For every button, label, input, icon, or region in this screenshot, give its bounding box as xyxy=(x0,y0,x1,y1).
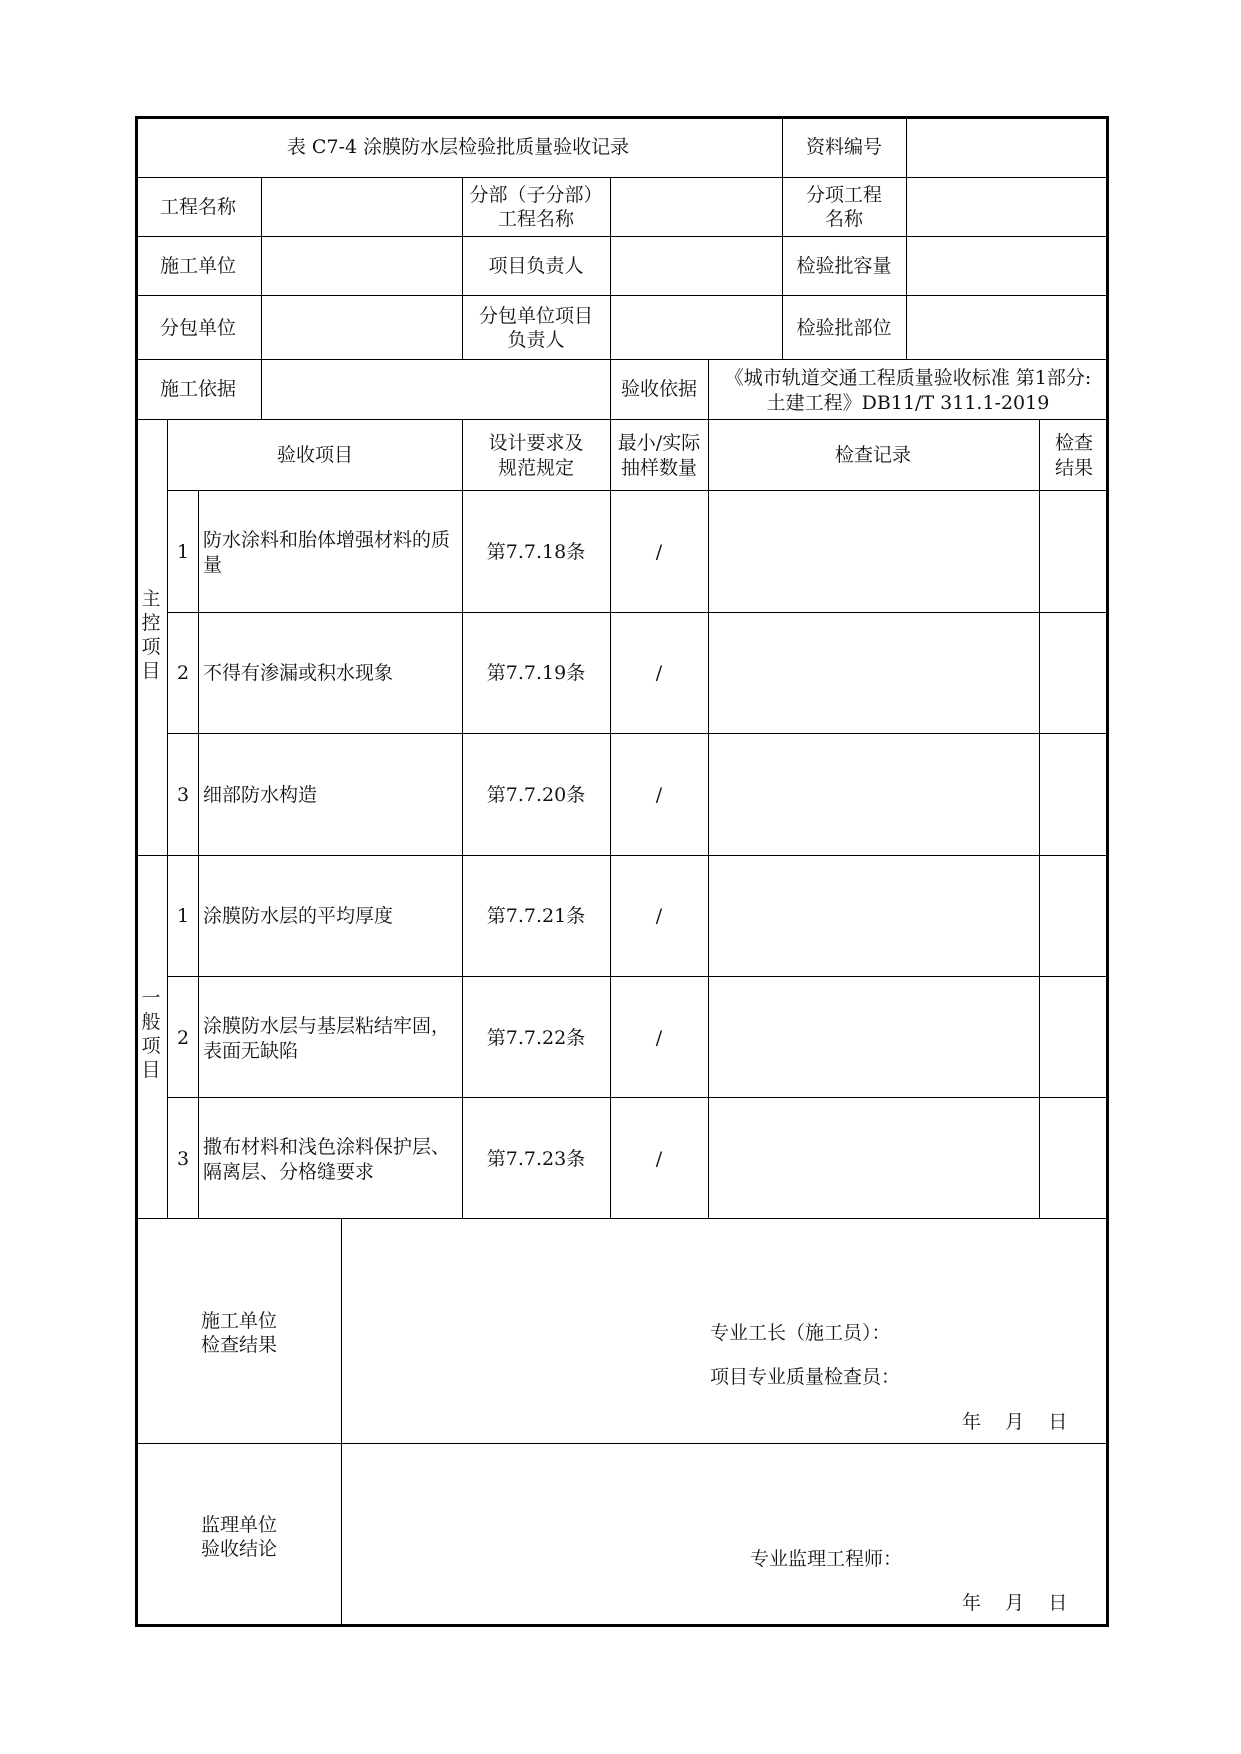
row-line xyxy=(167,1097,1109,1098)
col-header-design-2: 规范规定 xyxy=(497,457,575,479)
row-line xyxy=(167,612,1109,613)
item-description: 隔离层、分格缝要求 xyxy=(203,1161,375,1183)
project-name-field[interactable] xyxy=(263,179,460,235)
item-number: 3 xyxy=(176,784,190,806)
foreman-signature-label: 专业工长（施工员）： xyxy=(710,1322,891,1344)
col-header-item: 验收项目 xyxy=(276,444,354,466)
item-clause: 第7.7.23条 xyxy=(486,1148,586,1170)
item-record-field[interactable] xyxy=(710,735,1037,853)
acceptance-standard-line-2: 土建工程》DB11/T 311.1-2019 xyxy=(766,392,1050,414)
col-header-result-2: 结果 xyxy=(1054,457,1094,479)
row-line xyxy=(167,976,1109,977)
item-number: 2 xyxy=(176,662,190,684)
inspector-signature-field[interactable] xyxy=(900,1360,1090,1390)
division-name-label-1: 分部（子分部） xyxy=(469,184,603,206)
item-number: 2 xyxy=(176,1027,190,1049)
item-number: 1 xyxy=(176,541,190,563)
batch-capacity-label: 检验批容量 xyxy=(796,255,892,277)
item-number: 1 xyxy=(176,905,190,927)
item-clause: 第7.7.22条 xyxy=(486,1027,586,1049)
col-line xyxy=(462,419,463,1218)
batch-location-field[interactable] xyxy=(908,297,1106,358)
col-line xyxy=(782,116,783,177)
col-line xyxy=(610,419,611,1218)
supervisor-signature-field[interactable] xyxy=(900,1542,1090,1572)
item-description: 涂膜防水层的平均厚度 xyxy=(203,905,394,927)
doc-no-label: 资料编号 xyxy=(805,136,883,158)
subcontractor-label: 分包单位 xyxy=(159,317,237,339)
item-result-field[interactable] xyxy=(1041,492,1106,610)
item-clause: 第7.7.18条 xyxy=(486,541,586,563)
item-sample: / xyxy=(655,905,663,927)
item-record-field[interactable] xyxy=(710,492,1037,610)
item-clause: 第7.7.20条 xyxy=(486,784,586,806)
sub-manager-label-1: 分包单位项目 xyxy=(478,305,594,327)
subitem-name-label-1: 分项工程 xyxy=(805,184,883,206)
item-description: 不得有渗漏或积水现象 xyxy=(203,662,394,684)
item-description: 撒布材料和浅色涂料保护层、 xyxy=(203,1136,451,1158)
item-sample: / xyxy=(655,541,663,563)
acceptance-standard-line-1: 《城市轨道交通工程质量验收标准 第1部分: xyxy=(724,367,1092,389)
item-description: 量 xyxy=(203,554,223,576)
item-description: 涂膜防水层与基层粘结牢固， xyxy=(203,1015,451,1037)
row-line xyxy=(135,419,1109,420)
item-result-field[interactable] xyxy=(1041,614,1106,731)
contractor-date[interactable]: 年 月 日 xyxy=(962,1411,1068,1433)
row-line xyxy=(135,177,1109,178)
batch-capacity-field[interactable] xyxy=(908,238,1106,294)
section-label-main-control: 主控项目 xyxy=(141,588,161,682)
sub-manager-field[interactable] xyxy=(612,297,780,358)
row-line xyxy=(135,359,1109,360)
sub-manager-label-2: 负责人 xyxy=(507,329,565,351)
item-description: 表面无缺陷 xyxy=(203,1040,299,1062)
supervisor-check-label-2: 验收结论 xyxy=(200,1538,278,1560)
item-result-field[interactable] xyxy=(1041,735,1106,853)
project-manager-field[interactable] xyxy=(612,238,780,294)
row-line xyxy=(167,490,1109,491)
item-record-field[interactable] xyxy=(710,614,1037,731)
col-line xyxy=(708,359,709,419)
col-line xyxy=(462,177,463,359)
item-sample: / xyxy=(655,1027,663,1049)
row-line xyxy=(167,733,1109,734)
row-line xyxy=(135,1443,1109,1444)
doc-no-field[interactable] xyxy=(908,118,1106,176)
foreman-signature-field[interactable] xyxy=(900,1316,1090,1346)
row-line xyxy=(135,236,1109,237)
item-clause: 第7.7.19条 xyxy=(486,662,586,684)
col-line xyxy=(261,177,262,419)
item-clause: 第7.7.21条 xyxy=(486,905,586,927)
contractor-check-label-1: 施工单位 xyxy=(200,1310,278,1332)
row-line xyxy=(135,1218,1109,1219)
col-line xyxy=(1039,419,1040,1218)
contractor-field[interactable] xyxy=(263,238,460,294)
construction-basis-field[interactable] xyxy=(263,361,608,418)
acceptance-basis-label: 验收依据 xyxy=(620,378,698,400)
item-record-field[interactable] xyxy=(710,1099,1037,1216)
col-header-record: 检查记录 xyxy=(834,444,912,466)
subcontractor-field[interactable] xyxy=(263,297,460,358)
supervisor-signature-label: 专业监理工程师： xyxy=(750,1548,903,1570)
item-record-field[interactable] xyxy=(710,978,1037,1095)
item-result-field[interactable] xyxy=(1041,857,1106,974)
section-label-general: 一般项目 xyxy=(141,987,161,1081)
contractor-check-label-2: 检查结果 xyxy=(200,1334,278,1356)
item-number: 3 xyxy=(176,1148,190,1170)
item-description: 细部防水构造 xyxy=(203,784,318,806)
project-manager-label: 项目负责人 xyxy=(488,255,584,277)
col-line xyxy=(906,116,907,359)
col-header-design-1: 设计要求及 xyxy=(488,432,584,454)
inspector-signature-label: 项目专业质量检查员： xyxy=(710,1366,901,1388)
construction-basis-label: 施工依据 xyxy=(159,378,237,400)
subitem-name-field[interactable] xyxy=(908,179,1106,235)
col-header-sample-1: 最小/实际 xyxy=(617,432,701,454)
row-line xyxy=(135,855,1109,856)
col-line xyxy=(341,1218,342,1627)
supervisor-check-label-1: 监理单位 xyxy=(200,1514,278,1536)
col-line xyxy=(167,419,168,1218)
col-header-sample-2: 抽样数量 xyxy=(620,457,698,479)
col-line xyxy=(610,359,611,419)
col-line xyxy=(782,177,783,359)
division-name-label-2: 工程名称 xyxy=(497,208,575,230)
item-result-field[interactable] xyxy=(1041,978,1106,1095)
contractor-label: 施工单位 xyxy=(159,255,237,277)
supervisor-date[interactable]: 年 月 日 xyxy=(962,1592,1068,1614)
col-header-result-1: 检查 xyxy=(1054,432,1094,454)
item-record-field[interactable] xyxy=(710,857,1037,974)
item-sample: / xyxy=(655,1148,663,1170)
subitem-name-label-2: 名称 xyxy=(824,208,864,230)
col-line xyxy=(610,177,611,359)
col-line xyxy=(198,490,199,1218)
batch-location-label: 检验批部位 xyxy=(796,317,892,339)
form-title: 表 C7-4 涂膜防水层检验批质量验收记录 xyxy=(286,136,630,158)
item-sample: / xyxy=(655,662,663,684)
col-line xyxy=(708,419,709,1218)
division-name-field[interactable] xyxy=(612,179,780,235)
item-result-field[interactable] xyxy=(1041,1099,1106,1216)
item-sample: / xyxy=(655,784,663,806)
item-description: 防水涂料和胎体增强材料的质 xyxy=(203,529,451,551)
project-name-label: 工程名称 xyxy=(159,196,237,218)
row-line xyxy=(135,295,1109,296)
